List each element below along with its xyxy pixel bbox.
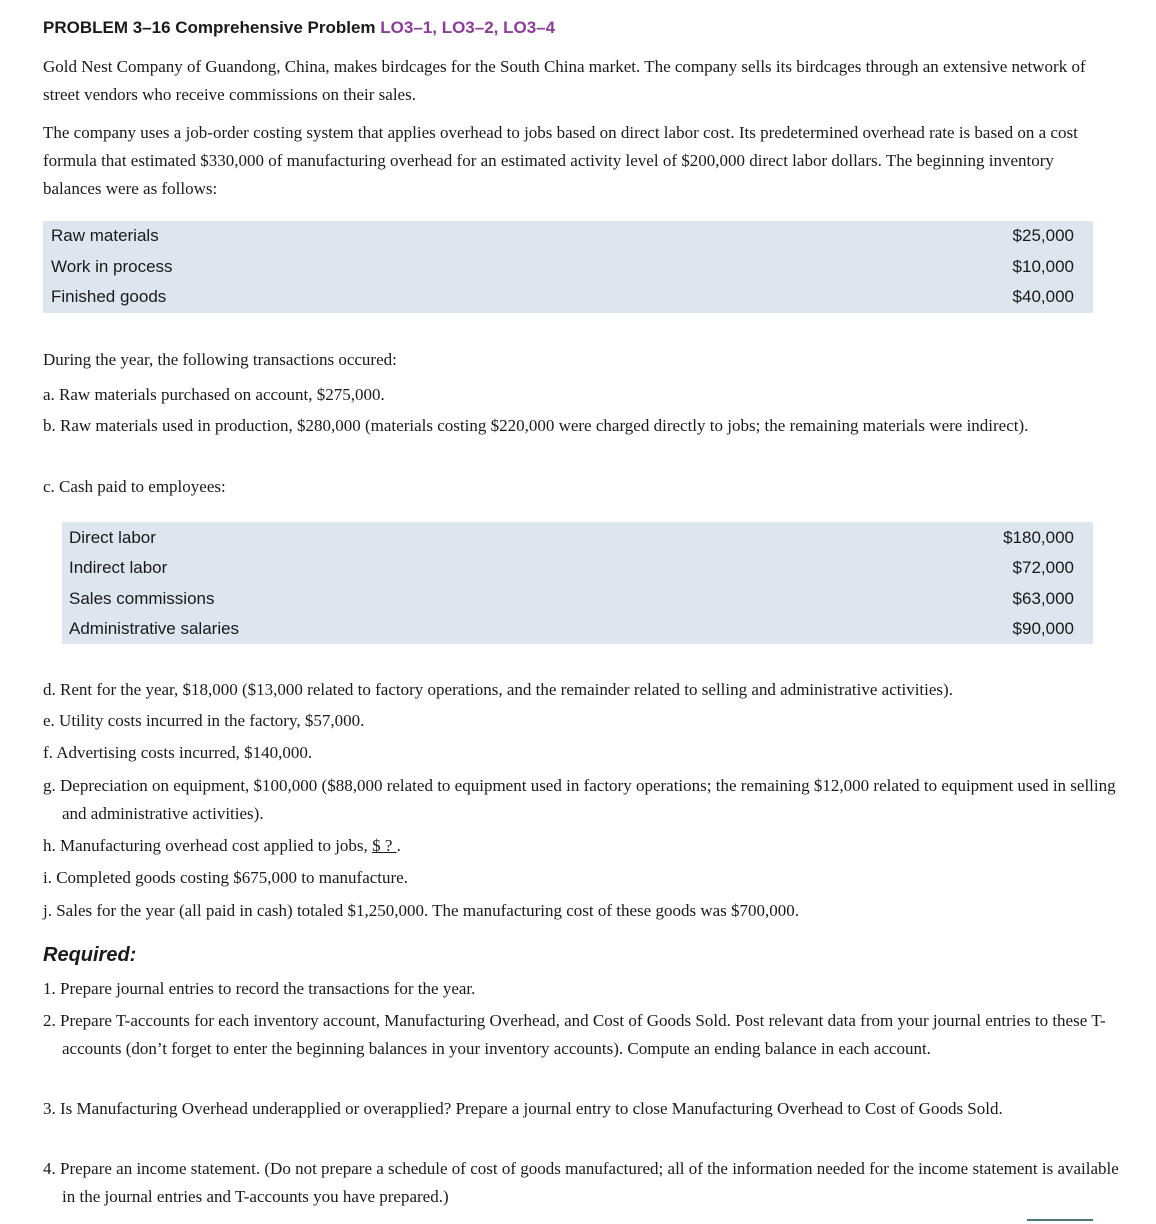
intro-paragraph-1: Gold Nest Company of Guandong, China, makes birdcages for the South China market. The company sells its birdcages through an extensive network of street vendors who receive commissions on their sales. xyxy=(43,57,1086,104)
transaction-a: a. Raw materials purchased on account, $275,000. xyxy=(43,385,385,404)
row-label: Sales commissions xyxy=(69,589,215,608)
table-row xyxy=(43,221,1093,251)
table-row xyxy=(62,583,1093,613)
bottom-rule xyxy=(1027,1219,1093,1221)
row-value: $10,000 xyxy=(1012,257,1074,276)
transaction-g: g. Depreciation on equipment, $100,000 ($88,000 related to equipment used in factory operations; the remaining $12,000 related to equipment used in selling and administrative activities). xyxy=(43,776,1116,823)
row-value: $72,000 xyxy=(1012,558,1074,577)
row-value: $40,000 xyxy=(1012,287,1074,306)
beginning-inventory-table xyxy=(43,221,1093,313)
table-row xyxy=(62,552,1093,582)
required-item-3: 3. Is Manufacturing Overhead underapplied or overapplied? Prepare a journal entry to close Manufacturing Overhead to Cost of Goods Sold. xyxy=(43,1099,1003,1118)
cash-paid-table xyxy=(62,522,1093,644)
required-heading: Required: xyxy=(43,944,137,966)
transaction-h xyxy=(43,832,1122,860)
row-value: $63,000 xyxy=(1012,589,1074,608)
row-label: Administrative salaries xyxy=(69,619,240,638)
table-row xyxy=(43,281,1093,311)
row-value: $180,000 xyxy=(1003,528,1074,547)
intro-paragraph-2: The company uses a job-order costing system that applies overhead to jobs based on direct labor cost. Its predetermined overhead rate is based on a cost formula that estimated $330,000 of manufacturing overhead for an estimated activity level of $200,000 direct labor dollars. The beginning inventory balances were as follows: xyxy=(43,123,1078,198)
learning-objectives: LO3–1, LO3–2, LO3–4 xyxy=(380,18,556,37)
required-item-4: 4. Prepare an income statement. (Do not prepare a schedule of cost of goods manufactured; all of the information needed for the income statement is available in the journal entries and T-accounts you have prepared.) xyxy=(43,1159,1119,1206)
transactions-intro: During the year, the following transactions occured: xyxy=(43,350,397,369)
problem-title: PROBLEM 3–16 Comprehensive Problem xyxy=(43,18,376,37)
transaction-e: e. Utility costs incurred in the factory, $57,000. xyxy=(43,711,365,730)
row-label: Direct labor xyxy=(69,528,156,547)
transaction-h-period: . xyxy=(396,836,401,855)
transaction-c: c. Cash paid to employees: xyxy=(43,477,226,496)
required-item-2: 2. Prepare T-accounts for each inventory account, Manufacturing Overhead, and Cost of Goods Sold. Post relevant data from your journal entries to these T-accounts (don’t forget to enter the beginning balances in your inventory accounts). Compute an ending balance in each account. xyxy=(43,1011,1106,1058)
row-label: Finished goods xyxy=(51,287,167,306)
table-row xyxy=(43,251,1093,281)
transaction-d: d. Rent for the year, $18,000 ($13,000 related to factory operations, and the remainder related to selling and administrative activities). xyxy=(43,680,953,699)
row-value: $90,000 xyxy=(1012,619,1074,638)
transaction-j: j. Sales for the year (all paid in cash) totaled $1,250,000. The manufacturing cost of these goods was $700,000. xyxy=(43,901,800,920)
row-value: $25,000 xyxy=(1012,226,1074,245)
row-label: Indirect labor xyxy=(69,558,168,577)
table-row xyxy=(62,522,1093,552)
transaction-i: i. Completed goods costing $675,000 to manufacture. xyxy=(43,868,408,887)
row-label: Work in process xyxy=(51,257,173,276)
problem-heading xyxy=(43,18,555,38)
required-item-1: 1. Prepare journal entries to record the transactions for the year. xyxy=(43,979,476,998)
row-label: Raw materials xyxy=(51,226,159,245)
applied-overhead-blank: $ ? xyxy=(372,836,397,855)
transaction-h-text: h. Manufacturing overhead cost applied to jobs, xyxy=(43,836,373,855)
transaction-f: f. Advertising costs incurred, $140,000. xyxy=(43,743,313,762)
table-row xyxy=(62,613,1093,643)
transaction-b: b. Raw materials used in production, $280,000 (materials costing $220,000 were charged directly to jobs; the remaining materials were indirect). xyxy=(43,416,1029,435)
